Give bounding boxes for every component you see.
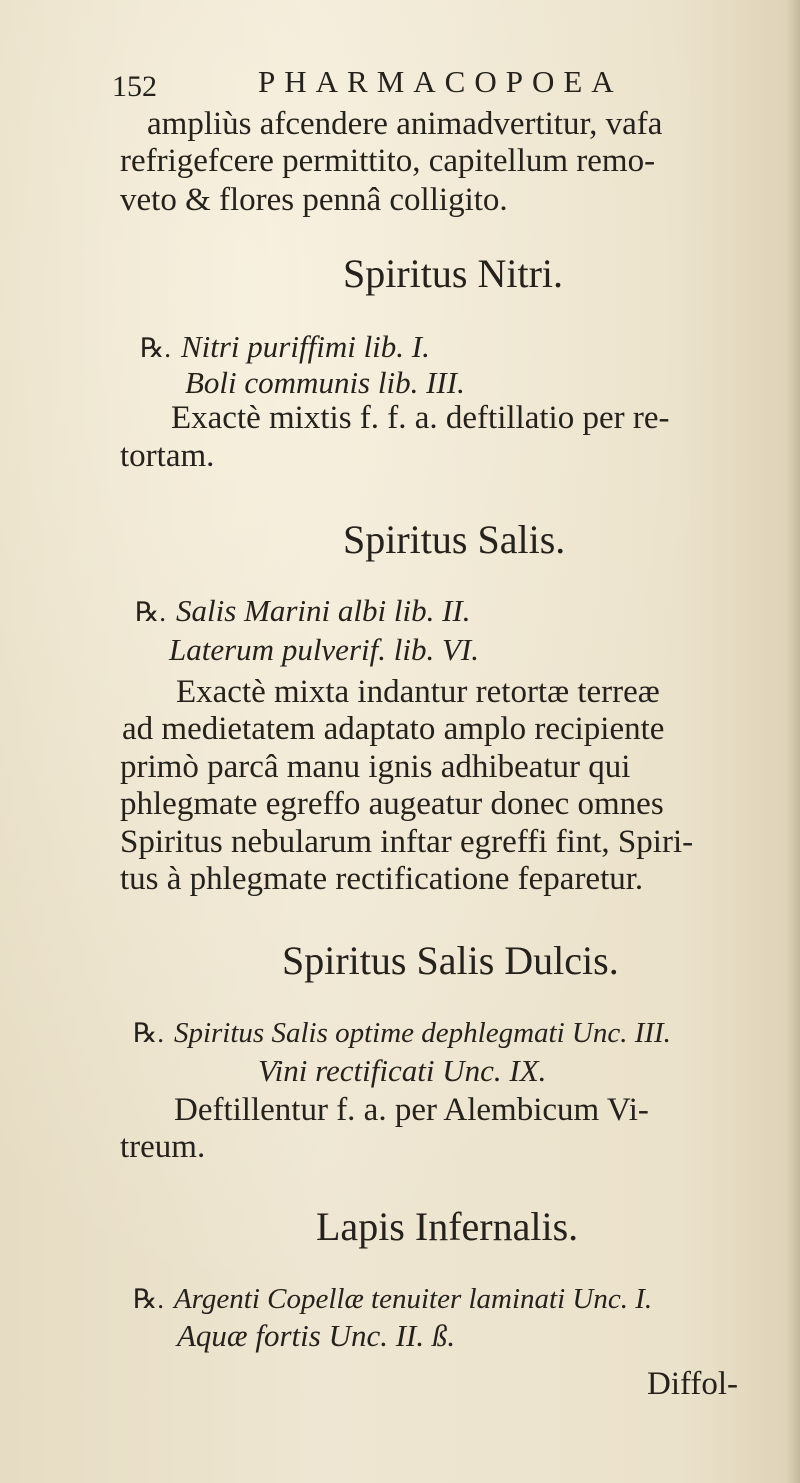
recipe-ingredient: Boli communis lib. III. <box>185 365 465 400</box>
recipe-line <box>258 1053 546 1089</box>
recipe-line <box>140 329 430 365</box>
directions-line: Exactè mixta indantur retortæ terreæ <box>176 674 660 710</box>
recipe-ingredient: Vini rectificati Unc. IX. <box>258 1053 547 1088</box>
page-edge-shadow <box>786 0 800 1483</box>
directions-line: Spiritus nebularum inftar egreffi fint, Spiri- <box>120 824 694 860</box>
directions-line: treum. <box>120 1129 206 1165</box>
recipe-line <box>135 593 470 629</box>
intro-line-2: refrigefcere permittito, capitellum remo- <box>120 143 656 179</box>
recipe-ingredient: Salis Marini albi lib. II. <box>175 593 471 628</box>
directions-line: primò parcâ manu ignis adhibeatur qui <box>120 749 631 785</box>
section-title-spiritus-nitri: Spiritus Nitri. <box>343 251 564 296</box>
catchword: Diffol- <box>647 1366 739 1402</box>
recipe-symbol: ℞. <box>140 333 171 363</box>
directions-line: tortam. <box>120 438 215 474</box>
section-title-spiritus-salis: Spiritus Salis. <box>343 517 566 562</box>
intro-line-3: veto & flores pennâ colligito. <box>120 182 508 218</box>
recipe-ingredient: Laterum pulverif. lib. VI. <box>169 632 479 667</box>
recipe-line <box>133 1283 652 1316</box>
recipe-line <box>185 365 465 401</box>
intro-line-1: ampliùs afcendere animadvertitur, vafa <box>147 106 663 142</box>
recipe-ingredient: Spiritus Salis optime dephlegmati Unc. III. <box>173 1017 671 1049</box>
recipe-symbol: ℞. <box>133 1018 164 1048</box>
recipe-ingredient: Aquæ fortis Unc. II. ß. <box>177 1318 456 1353</box>
recipe-line <box>133 1017 671 1050</box>
running-head: PHARMACOPOEA <box>258 64 623 99</box>
directions-line: phlegmate egreffo augeatur donec omnes <box>120 786 664 822</box>
section-title-spiritus-salis-dulcis: Spiritus Salis Dulcis. <box>282 938 619 983</box>
recipe-ingredient: Argenti Copellæ tenuiter laminati Unc. I. <box>173 1283 653 1315</box>
directions-line: Deftillentur f. a. per Alembicum Vi- <box>174 1092 649 1128</box>
recipe-symbol: ℞. <box>135 597 166 627</box>
section-title-lapis-infernalis: Lapis Infernalis. <box>316 1204 579 1249</box>
directions-line: ad medietatem adaptato amplo recipiente <box>122 711 665 747</box>
directions-line: Exactè mixtis f. f. a. deftillatio per re- <box>171 400 670 436</box>
page-number: 152 <box>112 70 157 103</box>
recipe-line <box>169 632 479 668</box>
recipe-line <box>177 1318 455 1354</box>
recipe-symbol: ℞. <box>133 1284 164 1314</box>
recipe-ingredient: Nitri puriffimi lib. I. <box>180 329 430 364</box>
directions-line: tus à phlegmate rectificatione feparetur. <box>120 861 644 897</box>
